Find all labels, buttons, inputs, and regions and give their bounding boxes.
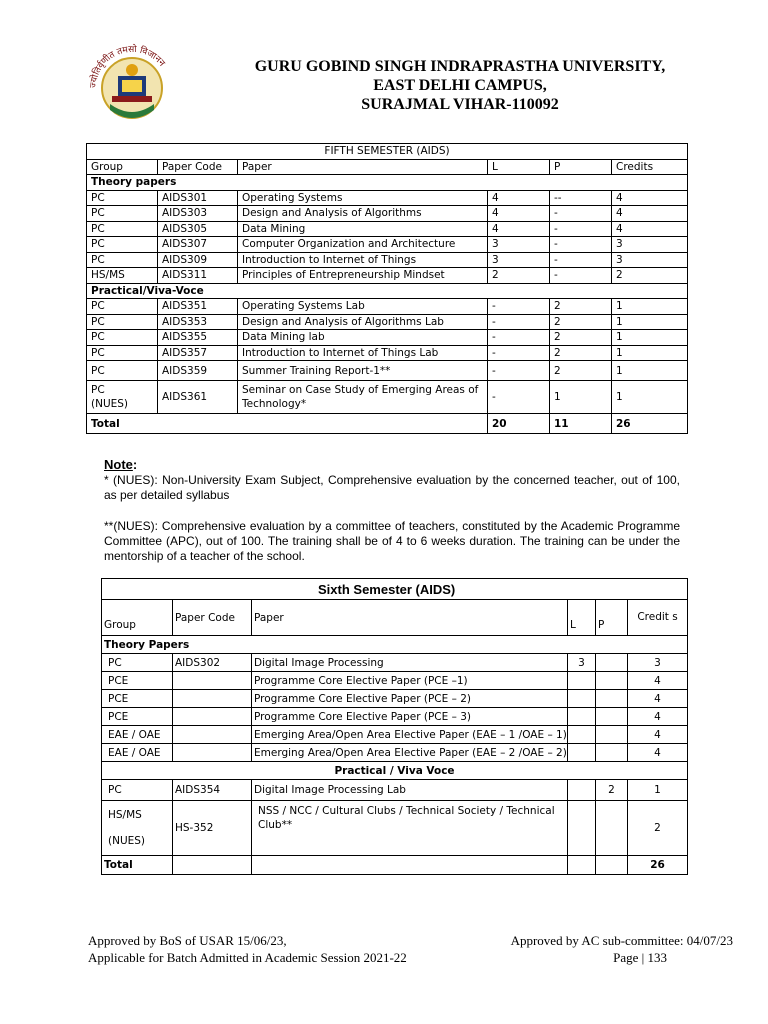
fifth-semester-table	[86, 143, 688, 434]
svg-text:ज्योतिर्वृणीत तमसो विजानन: ज्योतिर्वृणीत तमसो विजानन	[88, 44, 167, 89]
note-nues-training: **(NUES): Comprehensive evaluation by a committee of teachers, constituted by the Academic Programme Committee (APC), out of 100. The training shall be of 4 to 6 weeks duration. The training can be under the mentorship of a teacher of the school.	[104, 519, 680, 563]
table-header-row	[87, 159, 688, 175]
table-cell: 4	[488, 206, 550, 222]
table-row	[87, 221, 688, 237]
table-cell: Operating Systems Lab	[238, 299, 488, 315]
table-cell: PC	[102, 654, 173, 672]
table-title: FIFTH SEMESTER (AIDS)	[87, 144, 688, 160]
table-cell	[596, 672, 628, 690]
table-cell: PCE	[102, 690, 173, 708]
table-cell: 4	[628, 672, 688, 690]
table-cell: Digital Image Processing Lab	[252, 780, 568, 801]
table-cell: 2	[488, 268, 550, 284]
section-row	[102, 636, 688, 654]
table-cell: Principles of Entrepreneurship Mindset	[238, 268, 488, 284]
table-cell: AIDS311	[158, 268, 238, 284]
approval-ac: Approved by AC sub-committee: 04/07/23	[510, 933, 733, 948]
table-cell: -	[550, 237, 612, 253]
table-cell: PC	[87, 221, 158, 237]
column-header: L	[568, 600, 596, 636]
table-cell: PCE	[102, 708, 173, 726]
table-cell: -	[488, 299, 550, 315]
column-header: Credit s	[628, 600, 688, 636]
table-cell: AIDS355	[158, 330, 238, 346]
table-cell: Computer Organization and Architecture	[238, 237, 488, 253]
table-cell: 1	[628, 780, 688, 801]
table-cell: AIDS305	[158, 221, 238, 237]
table-row	[87, 381, 688, 414]
table-cell: AIDS353	[158, 314, 238, 330]
table-cell: PC	[87, 252, 158, 268]
table-cell	[596, 744, 628, 762]
table-row	[87, 268, 688, 284]
total-label: Total	[87, 414, 488, 434]
table-cell: Emerging Area/Open Area Elective Paper (EAE – 1 /OAE – 1)	[252, 726, 568, 744]
table-cell: AIDS302	[173, 654, 252, 672]
table-row	[102, 801, 688, 856]
table-row	[87, 361, 688, 381]
table-cell: 4	[628, 744, 688, 762]
table-row	[102, 672, 688, 690]
table-cell: PC	[87, 314, 158, 330]
table-cell: AIDS351	[158, 299, 238, 315]
section-label: Theory Papers	[102, 636, 688, 654]
table-cell: 4	[612, 190, 688, 206]
table-title-row	[102, 579, 688, 600]
table-cell: 4	[628, 708, 688, 726]
column-header: Paper Code	[158, 159, 238, 175]
table-cell: AIDS357	[158, 345, 238, 361]
campus-address: SURAJMAL VIHAR-110092	[361, 96, 559, 113]
table-cell: 2	[550, 330, 612, 346]
table-cell: Programme Core Elective Paper (PCE –1)	[252, 672, 568, 690]
table-row	[102, 744, 688, 762]
table-row	[102, 690, 688, 708]
section-row	[102, 762, 688, 780]
table-cell: AIDS309	[158, 252, 238, 268]
table-row	[87, 330, 688, 346]
note-nues-definition: * (NUES): Non-University Exam Subject, Comprehensive evaluation by the concerned teacher, out of 100, as per detailed syllabus	[104, 473, 680, 502]
university-logo	[82, 30, 182, 130]
table-cell	[173, 726, 252, 744]
table-cell: 1	[612, 330, 688, 346]
table-cell	[173, 672, 252, 690]
table-cell: 1	[612, 314, 688, 330]
table-cell: Programme Core Elective Paper (PCE – 2)	[252, 690, 568, 708]
table-row	[87, 252, 688, 268]
column-header: Group	[87, 159, 158, 175]
university-header	[230, 57, 690, 114]
section-label: Practical / Viva Voce	[102, 762, 688, 780]
table-row	[87, 345, 688, 361]
table-cell: PCE	[102, 672, 173, 690]
table-cell: Summer Training Report-1**	[238, 361, 488, 381]
table-cell: Seminar on Case Study of Emerging Areas of Technology*	[238, 381, 488, 414]
page-number: Page | 133	[613, 950, 667, 965]
table-cell: 3	[612, 252, 688, 268]
column-header: Credits	[612, 159, 688, 175]
total-row	[102, 856, 688, 875]
footer-left	[88, 932, 407, 966]
table-row	[102, 780, 688, 801]
table-cell	[568, 726, 596, 744]
table-row	[87, 237, 688, 253]
table-cell	[568, 672, 596, 690]
note-label: Note	[104, 457, 133, 472]
table-cell: 2	[612, 268, 688, 284]
table-cell: HS/MS	[87, 268, 158, 284]
total-p: 11	[550, 414, 612, 434]
table-cell: --	[550, 190, 612, 206]
applicable-batch: Applicable for Batch Admitted in Academic Session 2021-22	[88, 950, 407, 965]
table-cell	[173, 744, 252, 762]
table-cell: AIDS354	[173, 780, 252, 801]
table-cell: 3	[568, 654, 596, 672]
table-row	[87, 299, 688, 315]
table-cell: 1	[612, 381, 688, 414]
table-cell: 1	[550, 381, 612, 414]
column-header: Paper	[238, 159, 488, 175]
table-cell: Data Mining lab	[238, 330, 488, 346]
table-cell: -	[488, 345, 550, 361]
column-header: P	[596, 600, 628, 636]
table-cell: -	[550, 221, 612, 237]
table-cell: Programme Core Elective Paper (PCE – 3)	[252, 708, 568, 726]
table-cell: -	[488, 314, 550, 330]
table-cell: Design and Analysis of Algorithms	[238, 206, 488, 222]
university-name: GURU GOBIND SINGH INDRAPRASTHA UNIVERSITY,	[254, 58, 666, 75]
table-cell: 2	[596, 780, 628, 801]
notes-section: Note: * (NUES): Non-University Exam Subject, Comprehensive evaluation by the concerned teacher, out of 100, as per detailed syllabus **(NUES): Comprehensive evaluation by a committee of teachers, constituted by the Academic Programme Committee (APC), out of 100. The training shall be of 4 to 6 weeks duration. The training can be under the mentorship of a teacher of the school.	[104, 457, 680, 563]
table-cell: -	[550, 252, 612, 268]
table-cell: PC	[87, 237, 158, 253]
campus-name: EAST DELHI CAMPUS,	[373, 77, 547, 94]
table-cell	[568, 801, 596, 856]
table-cell: AIDS303	[158, 206, 238, 222]
table-row	[87, 314, 688, 330]
table-cell: PC	[87, 361, 158, 381]
table-cell: PC	[102, 780, 173, 801]
table-cell: HS-352	[173, 801, 252, 856]
table-row	[102, 654, 688, 672]
table-cell: Introduction to Internet of Things	[238, 252, 488, 268]
total-credits: 26	[628, 856, 688, 875]
table-cell: PC	[87, 206, 158, 222]
table-cell	[596, 690, 628, 708]
column-header: Group	[102, 600, 173, 636]
table-cell	[596, 801, 628, 856]
table-cell: 3	[488, 252, 550, 268]
table-cell	[252, 856, 568, 875]
table-cell: 4	[488, 190, 550, 206]
table-title-row	[87, 144, 688, 160]
table-cell: AIDS307	[158, 237, 238, 253]
section-row	[87, 175, 688, 191]
table-row	[102, 708, 688, 726]
total-row	[87, 414, 688, 434]
table-cell: 2	[550, 345, 612, 361]
table-cell: 4	[612, 221, 688, 237]
table-cell	[173, 690, 252, 708]
table-cell: 3	[488, 237, 550, 253]
table-cell: 1	[612, 299, 688, 315]
table-cell: Introduction to Internet of Things Lab	[238, 345, 488, 361]
table-row	[87, 206, 688, 222]
table-cell: 1	[612, 361, 688, 381]
table-header-row	[102, 600, 688, 636]
table-cell: PC (NUES)	[87, 381, 158, 414]
table-row	[87, 190, 688, 206]
table-cell: 4	[488, 221, 550, 237]
total-credits: 26	[612, 414, 688, 434]
table-cell: Emerging Area/Open Area Elective Paper (EAE – 2 /OAE – 2)	[252, 744, 568, 762]
table-cell	[173, 708, 252, 726]
table-cell: 2	[550, 361, 612, 381]
table-cell: 3	[612, 237, 688, 253]
total-l: 20	[488, 414, 550, 434]
table-cell: -	[488, 361, 550, 381]
table-cell: -	[550, 206, 612, 222]
table-cell: EAE / OAE	[102, 726, 173, 744]
table-cell: AIDS361	[158, 381, 238, 414]
table-title: Sixth Semester (AIDS)	[102, 579, 688, 600]
table-cell: AIDS359	[158, 361, 238, 381]
table-cell: PC	[87, 299, 158, 315]
table-cell: Digital Image Processing	[252, 654, 568, 672]
table-cell: EAE / OAE	[102, 744, 173, 762]
table-cell: 2	[550, 299, 612, 315]
table-cell: -	[488, 330, 550, 346]
table-cell: Operating Systems	[238, 190, 488, 206]
total-label: Total	[102, 856, 173, 875]
table-cell	[596, 708, 628, 726]
table-cell: 3	[628, 654, 688, 672]
table-cell: 2	[628, 801, 688, 856]
table-cell: -	[488, 381, 550, 414]
table-cell: AIDS301	[158, 190, 238, 206]
table-cell	[568, 780, 596, 801]
table-cell: 1	[612, 345, 688, 361]
table-cell: 2	[550, 314, 612, 330]
table-cell: 4	[628, 726, 688, 744]
table-cell: 4	[628, 690, 688, 708]
column-header: P	[550, 159, 612, 175]
table-cell	[568, 708, 596, 726]
column-header: Paper Code	[173, 600, 252, 636]
table-cell: 4	[612, 206, 688, 222]
table-cell	[568, 690, 596, 708]
table-row	[102, 726, 688, 744]
table-cell	[568, 856, 596, 875]
table-cell: PC	[87, 190, 158, 206]
table-cell: Data Mining	[238, 221, 488, 237]
section-label: Theory papers	[87, 175, 688, 191]
table-cell	[596, 856, 628, 875]
section-row	[87, 283, 688, 299]
sixth-semester-table	[101, 578, 688, 875]
table-cell: NSS / NCC / Cultural Clubs / Technical Society / Technical Club**	[252, 801, 568, 856]
table-cell: PC	[87, 330, 158, 346]
table-cell: HS/MS (NUES)	[102, 801, 173, 856]
table-cell	[173, 856, 252, 875]
column-header: L	[488, 159, 550, 175]
table-cell	[596, 726, 628, 744]
table-cell: Design and Analysis of Algorithms Lab	[238, 314, 488, 330]
table-cell	[568, 744, 596, 762]
section-label: Practical/Viva-Voce	[87, 283, 688, 299]
table-cell: -	[550, 268, 612, 284]
table-cell: PC	[87, 345, 158, 361]
approval-bos: Approved by BoS of USAR 15/06/23,	[88, 933, 287, 948]
column-header: Paper	[252, 600, 568, 636]
table-cell	[596, 654, 628, 672]
